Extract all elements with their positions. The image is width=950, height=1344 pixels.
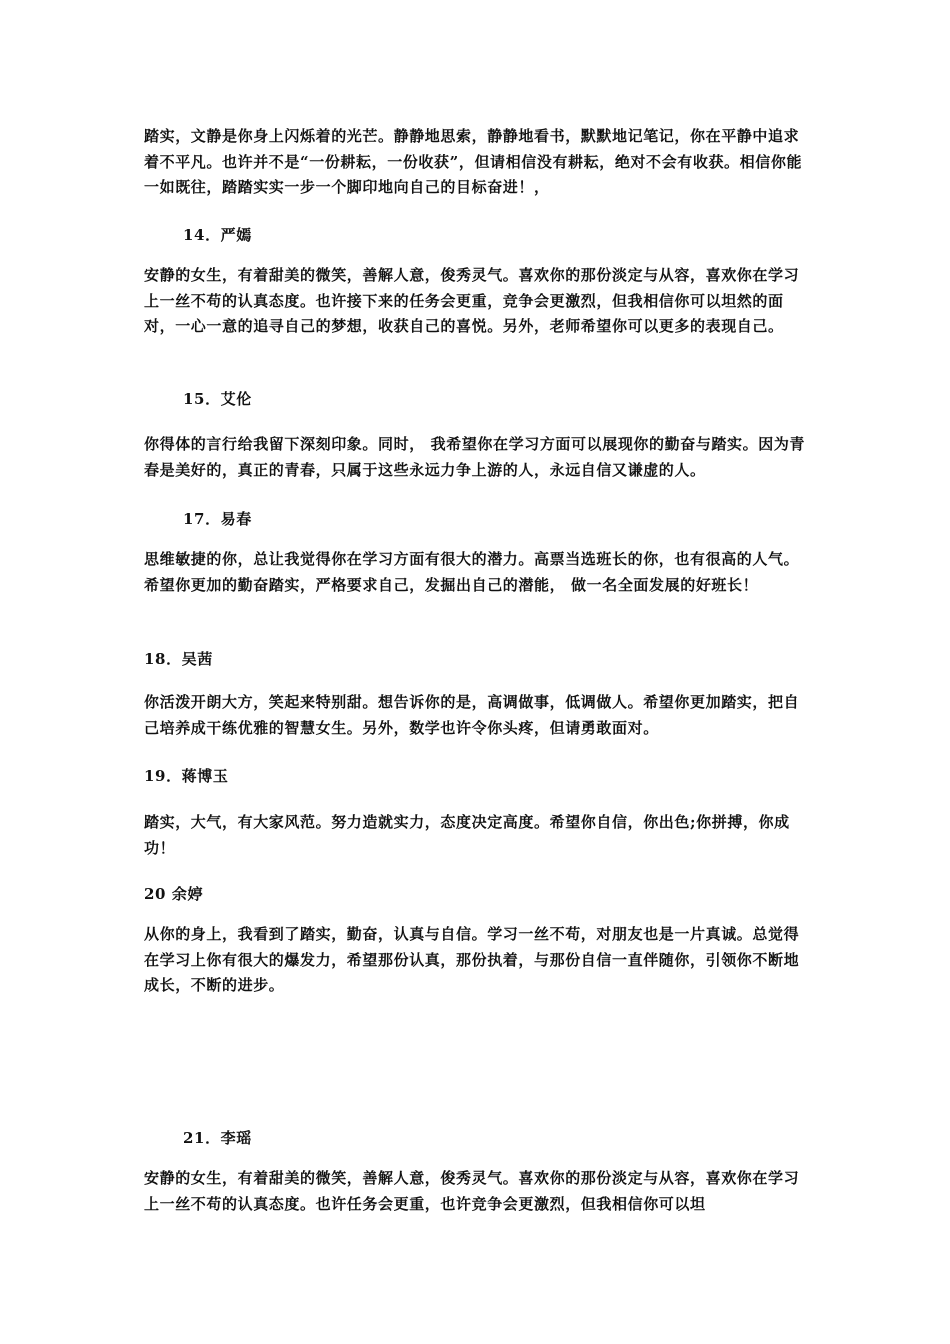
paragraph-14: 安静的女生，有着甜美的微笑，善解人意，俊秀灵气。喜欢你的那份淡定与从容，喜欢你在学习上一丝不苟的认真态度。也许接下来的任务会更重，竞争会更激烈，但我相信你可以坦然的面对，一心一意的追寻自己的梦想，收获自己的喜悦。另外，老师希望你可以更多的表现自己。 [144,266,800,335]
heading-18: 18．吴茜 [144,650,213,668]
heading-15: 15．艾伦 [183,390,252,408]
heading-21: 21．李瑶 [183,1129,252,1147]
paragraph-20: 从你的身上，我看到了踏实，勤奋，认真与自信。学习一丝不苟，对朋友也是一片真诚。总觉得在学习上你有很大的爆发力，希望那份认真，那份执着，与那份自信一直伴随你，引领你不断地成长，不断的进步。 [144,925,800,994]
heading-14: 14．严嫣 [183,226,252,244]
heading-19: 19．蒋博玉 [144,767,229,785]
paragraph-21: 安静的女生，有着甜美的微笑，善解人意，俊秀灵气。喜欢你的那份淡定与从容，喜欢你在学习上一丝不苟的认真态度。也许任务会更重，也许竞争会更激烈，但我相信你可以坦 [144,1169,800,1213]
paragraph-19: 踏实，大气，有大家风范。努力造就实力，态度决定高度。希望你自信，你出色;你拼搏，你成功！ [144,813,790,857]
heading-17: 17．易春 [183,510,252,528]
paragraph-18: 你活泼开朗大方，笑起来特别甜。想告诉你的是，高调做事，低调做人。希望你更加踏实，把自己培养成干练优雅的智慧女生。另外，数学也许令你头疼，但请勇敢面对。 [144,693,800,737]
heading-20: 20 余婷 [144,885,204,903]
paragraph-17: 思维敏捷的你，总让我觉得你在学习方面有很大的潜力。高票当选班长的你，也有很高的人气。希望你更加的勤奋踏实，严格要求自己，发掘出自己的潜能， 做一名全面发展的好班长！ [144,550,800,594]
paragraph-15: 你得体的言行给我留下深刻印象。同时， 我希望你在学习方面可以展现你的勤奋与踏实。因为青春是美好的，真正的青春，只属于这些永远力争上游的人，永远自信又谦虚的人。 [144,435,806,479]
paragraph-intro: 踏实，文静是你身上闪烁着的光芒。静静地思索，静静地看书，默默地记笔记，你在平静中追求着不平凡。也许并不是“一份耕耘，一份收获”，但请相信没有耕耘，绝对不会有收获。相信你能一如既往，踏踏实实一步一个脚印地向自己的目标奋进！， [144,127,803,196]
